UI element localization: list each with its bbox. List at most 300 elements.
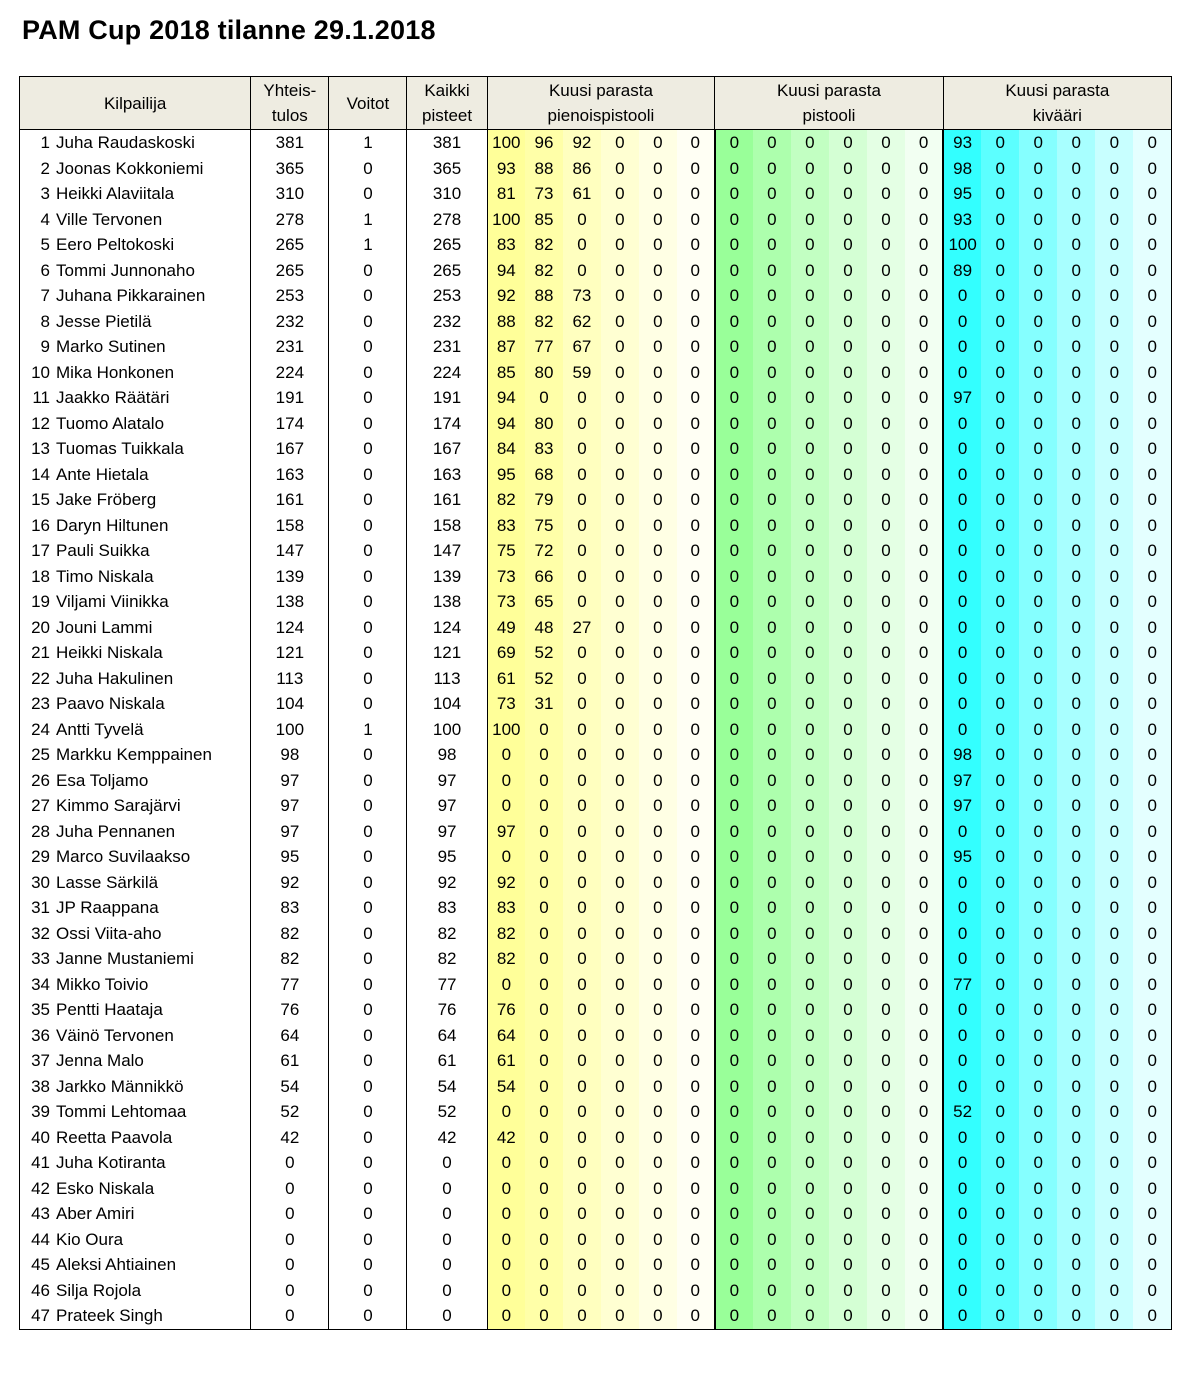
pistooli-score-cell: 0 bbox=[715, 717, 753, 743]
pistooli-score-cell: 0 bbox=[753, 1125, 791, 1151]
kivaari-score-cell: 0 bbox=[1133, 691, 1171, 717]
competitor-name: Pauli Suikka bbox=[56, 541, 150, 560]
pienoispistooli-score-cell: 0 bbox=[601, 283, 639, 309]
wins-cell: 0 bbox=[329, 1099, 407, 1125]
pienoispistooli-score-cell: 88 bbox=[487, 309, 525, 335]
pienoispistooli-score-cell: 0 bbox=[639, 181, 677, 207]
rank: 3 bbox=[40, 184, 50, 203]
kivaari-score-cell: 0 bbox=[1019, 895, 1057, 921]
pistooli-score-cell: 0 bbox=[715, 1278, 753, 1304]
pienoispistooli-score-cell: 82 bbox=[525, 309, 563, 335]
kivaari-score-cell: 0 bbox=[1095, 768, 1133, 794]
competitor-cell bbox=[20, 156, 251, 182]
kivaari-score-cell: 0 bbox=[981, 742, 1019, 768]
pistooli-score-cell: 0 bbox=[905, 1303, 943, 1329]
all-points-cell: 121 bbox=[407, 640, 487, 666]
competitor-name: Janne Mustaniemi bbox=[56, 949, 194, 968]
kivaari-score-cell: 0 bbox=[981, 1048, 1019, 1074]
table-row bbox=[20, 130, 1172, 156]
competitor-cell bbox=[20, 232, 251, 258]
pienoispistooli-score-cell: 0 bbox=[563, 436, 601, 462]
kivaari-score-cell: 0 bbox=[1095, 156, 1133, 182]
pistooli-score-cell: 0 bbox=[791, 921, 829, 947]
pistooli-score-cell: 0 bbox=[867, 870, 905, 896]
total-score-cell: 95 bbox=[251, 844, 329, 870]
pienoispistooli-score-cell: 0 bbox=[601, 742, 639, 768]
rank: 18 bbox=[31, 566, 50, 586]
rank: 17 bbox=[31, 541, 50, 560]
pienoispistooli-score-cell: 0 bbox=[639, 436, 677, 462]
wins-cell: 0 bbox=[329, 640, 407, 666]
pienoispistooli-score-cell: 77 bbox=[525, 334, 563, 360]
rank: 44 bbox=[31, 1229, 50, 1249]
kivaari-score-cell: 0 bbox=[1057, 1201, 1095, 1227]
pistooli-score-cell: 0 bbox=[753, 130, 791, 156]
pistooli-score-cell: 0 bbox=[829, 207, 867, 233]
pienoispistooli-score-cell: 86 bbox=[563, 156, 601, 182]
total-score-cell: 265 bbox=[251, 258, 329, 284]
table-row bbox=[20, 742, 1172, 768]
pienoispistooli-score-cell: 0 bbox=[601, 1023, 639, 1049]
kivaari-score-cell: 0 bbox=[1057, 232, 1095, 258]
competitor-name: Juha Hakulinen bbox=[56, 668, 174, 688]
kivaari-score-cell: 0 bbox=[1057, 1303, 1095, 1329]
pistooli-score-cell: 0 bbox=[715, 691, 753, 717]
table-row bbox=[20, 640, 1172, 666]
pienoispistooli-score-cell: 0 bbox=[563, 895, 601, 921]
kivaari-score-cell: 0 bbox=[1095, 997, 1133, 1023]
pistooli-score-cell: 0 bbox=[905, 156, 943, 182]
kivaari-score-cell: 0 bbox=[943, 411, 981, 437]
pienoispistooli-score-cell: 0 bbox=[487, 844, 525, 870]
kivaari-score-cell: 0 bbox=[943, 513, 981, 539]
kivaari-score-cell: 0 bbox=[943, 921, 981, 947]
kivaari-score-cell: 0 bbox=[1133, 717, 1171, 743]
pienoispistooli-score-cell: 83 bbox=[487, 232, 525, 258]
pienoispistooli-score-cell: 0 bbox=[601, 156, 639, 182]
all-points-cell: 231 bbox=[407, 334, 487, 360]
wins-cell: 0 bbox=[329, 946, 407, 972]
pistooli-score-cell: 0 bbox=[867, 768, 905, 794]
pistooli-score-cell: 0 bbox=[791, 1201, 829, 1227]
pistooli-score-cell: 0 bbox=[753, 1023, 791, 1049]
kivaari-score-cell: 0 bbox=[1019, 436, 1057, 462]
all-points-cell: 52 bbox=[407, 1099, 487, 1125]
competitor-name: Tuomo Alatalo bbox=[56, 413, 165, 433]
rank: 39 bbox=[31, 1102, 50, 1121]
pistooli-score-cell: 0 bbox=[753, 411, 791, 437]
pistooli-score-cell: 0 bbox=[867, 1227, 905, 1253]
kivaari-score-cell: 0 bbox=[943, 997, 981, 1023]
pienoispistooli-score-cell: 0 bbox=[639, 411, 677, 437]
pistooli-score-cell: 0 bbox=[791, 1099, 829, 1125]
competitor-name: Ossi Viita-aho bbox=[56, 923, 162, 943]
wins-cell: 0 bbox=[329, 1023, 407, 1049]
competitor-cell bbox=[20, 360, 251, 386]
wins-cell: 0 bbox=[329, 283, 407, 309]
pienoispistooli-score-cell: 0 bbox=[563, 1201, 601, 1227]
pistooli-score-cell: 0 bbox=[829, 921, 867, 947]
pistooli-score-cell: 0 bbox=[753, 691, 791, 717]
kivaari-score-cell: 0 bbox=[1019, 181, 1057, 207]
pistooli-score-cell: 0 bbox=[905, 1074, 943, 1100]
table-row bbox=[20, 997, 1172, 1023]
wins-cell: 0 bbox=[329, 564, 407, 590]
pienoispistooli-score-cell: 52 bbox=[525, 640, 563, 666]
pienoispistooli-score-cell: 0 bbox=[677, 972, 715, 998]
rank: 25 bbox=[31, 745, 50, 764]
kivaari-score-cell: 0 bbox=[943, 334, 981, 360]
pienoispistooli-score-cell: 92 bbox=[487, 283, 525, 309]
pienoispistooli-score-cell: 0 bbox=[639, 946, 677, 972]
pistooli-score-cell: 0 bbox=[715, 130, 753, 156]
rank: 43 bbox=[31, 1204, 50, 1223]
competitor-cell bbox=[20, 640, 251, 666]
all-points-cell: 253 bbox=[407, 283, 487, 309]
pienoispistooli-score-cell: 0 bbox=[677, 232, 715, 258]
pienoispistooli-score-cell: 0 bbox=[677, 411, 715, 437]
kivaari-score-cell: 0 bbox=[1019, 513, 1057, 539]
pistooli-score-cell: 0 bbox=[791, 385, 829, 411]
pistooli-score-cell: 0 bbox=[829, 436, 867, 462]
pistooli-score-cell: 0 bbox=[715, 283, 753, 309]
pistooli-score-cell: 0 bbox=[867, 1023, 905, 1049]
pistooli-score-cell: 0 bbox=[715, 844, 753, 870]
kivaari-score-cell: 0 bbox=[1095, 283, 1133, 309]
kivaari-score-cell: 0 bbox=[981, 946, 1019, 972]
all-points-cell: 100 bbox=[407, 717, 487, 743]
wins-cell: 0 bbox=[329, 1125, 407, 1151]
pistooli-score-cell: 0 bbox=[905, 309, 943, 335]
kivaari-score-cell: 0 bbox=[1133, 232, 1171, 258]
kivaari-score-cell: 0 bbox=[1095, 819, 1133, 845]
kivaari-score-cell: 0 bbox=[1133, 870, 1171, 896]
table-row bbox=[20, 666, 1172, 692]
pistooli-score-cell: 0 bbox=[905, 513, 943, 539]
kivaari-score-cell: 0 bbox=[1057, 1227, 1095, 1253]
pistooli-score-cell: 0 bbox=[791, 258, 829, 284]
competitor-name: Ville Tervonen bbox=[56, 209, 163, 229]
all-points-cell: 61 bbox=[407, 1048, 487, 1074]
pienoispistooli-score-cell: 0 bbox=[487, 972, 525, 998]
competitor-name: Mika Honkonen bbox=[56, 362, 175, 382]
pienoispistooli-score-cell: 0 bbox=[639, 793, 677, 819]
pienoispistooli-score-cell: 87 bbox=[487, 334, 525, 360]
pistooli-score-cell: 0 bbox=[753, 1227, 791, 1253]
kivaari-score-cell: 0 bbox=[1057, 1125, 1095, 1151]
pistooli-score-cell: 0 bbox=[905, 232, 943, 258]
kivaari-score-cell: 0 bbox=[1019, 1099, 1057, 1125]
pistooli-score-cell: 0 bbox=[715, 1099, 753, 1125]
rank: 28 bbox=[31, 821, 50, 841]
pienoispistooli-score-cell: 0 bbox=[487, 1099, 525, 1125]
pistooli-score-cell: 0 bbox=[867, 385, 905, 411]
pienoispistooli-score-cell: 0 bbox=[639, 819, 677, 845]
pienoispistooli-score-cell: 0 bbox=[639, 997, 677, 1023]
rank: 40 bbox=[31, 1127, 50, 1147]
header-kaikki-pisteet bbox=[407, 77, 487, 130]
all-points-cell: 97 bbox=[407, 793, 487, 819]
kivaari-score-cell: 0 bbox=[1057, 742, 1095, 768]
kivaari-score-cell: 97 bbox=[943, 768, 981, 794]
kivaari-score-cell: 0 bbox=[1019, 1252, 1057, 1278]
kivaari-score-cell: 0 bbox=[1057, 1150, 1095, 1176]
competitor-cell bbox=[20, 487, 251, 513]
pienoispistooli-score-cell: 0 bbox=[677, 793, 715, 819]
pistooli-score-cell: 0 bbox=[715, 1227, 753, 1253]
pienoispistooli-score-cell: 0 bbox=[639, 462, 677, 488]
pistooli-score-cell: 0 bbox=[829, 742, 867, 768]
pistooli-score-cell: 0 bbox=[715, 513, 753, 539]
kivaari-score-cell: 0 bbox=[1095, 309, 1133, 335]
competitor-name: Paavo Niskala bbox=[56, 694, 165, 713]
table-row bbox=[20, 462, 1172, 488]
table-row bbox=[20, 513, 1172, 539]
pienoispistooli-score-cell: 0 bbox=[525, 1201, 563, 1227]
pienoispistooli-score-cell: 0 bbox=[677, 768, 715, 794]
kivaari-score-cell: 0 bbox=[1133, 1048, 1171, 1074]
all-points-cell: 104 bbox=[407, 691, 487, 717]
pienoispistooli-score-cell: 0 bbox=[487, 768, 525, 794]
kivaari-score-cell: 0 bbox=[981, 513, 1019, 539]
pistooli-score-cell: 0 bbox=[867, 181, 905, 207]
kivaari-score-cell: 0 bbox=[981, 462, 1019, 488]
wins-cell: 0 bbox=[329, 156, 407, 182]
wins-cell: 0 bbox=[329, 258, 407, 284]
pistooli-score-cell: 0 bbox=[791, 156, 829, 182]
kivaari-score-cell: 0 bbox=[1133, 334, 1171, 360]
kivaari-score-cell: 77 bbox=[943, 972, 981, 998]
pienoispistooli-score-cell: 0 bbox=[525, 717, 563, 743]
pienoispistooli-score-cell: 0 bbox=[487, 1227, 525, 1253]
kivaari-score-cell: 0 bbox=[1019, 768, 1057, 794]
pienoispistooli-score-cell: 0 bbox=[639, 385, 677, 411]
kivaari-score-cell: 0 bbox=[943, 538, 981, 564]
pienoispistooli-score-cell: 0 bbox=[525, 1074, 563, 1100]
pienoispistooli-score-cell: 62 bbox=[563, 309, 601, 335]
kivaari-score-cell: 0 bbox=[943, 870, 981, 896]
pienoispistooli-score-cell: 0 bbox=[677, 997, 715, 1023]
pistooli-score-cell: 0 bbox=[905, 1023, 943, 1049]
kivaari-score-cell: 0 bbox=[1095, 360, 1133, 386]
table-row bbox=[20, 589, 1172, 615]
pistooli-score-cell: 0 bbox=[791, 462, 829, 488]
table-row bbox=[20, 1048, 1172, 1074]
table-row bbox=[20, 870, 1172, 896]
pienoispistooli-score-cell: 0 bbox=[677, 1150, 715, 1176]
competitor-name: Heikki Alaviitala bbox=[56, 184, 175, 203]
pienoispistooli-score-cell: 0 bbox=[601, 538, 639, 564]
pistooli-score-cell: 0 bbox=[791, 870, 829, 896]
pistooli-score-cell: 0 bbox=[753, 156, 791, 182]
pienoispistooli-score-cell: 0 bbox=[601, 1278, 639, 1304]
rank: 42 bbox=[31, 1178, 50, 1198]
pienoispistooli-score-cell: 0 bbox=[601, 666, 639, 692]
pistooli-score-cell: 0 bbox=[753, 615, 791, 641]
competitor-cell bbox=[20, 895, 251, 921]
all-points-cell: 163 bbox=[407, 462, 487, 488]
pistooli-score-cell: 0 bbox=[753, 309, 791, 335]
wins-cell: 0 bbox=[329, 436, 407, 462]
kivaari-score-cell: 0 bbox=[981, 844, 1019, 870]
pistooli-score-cell: 0 bbox=[829, 283, 867, 309]
competitor-name: Esko Niskala bbox=[56, 1178, 155, 1198]
competitor-cell bbox=[20, 844, 251, 870]
kivaari-score-cell: 0 bbox=[1057, 207, 1095, 233]
kivaari-score-cell: 0 bbox=[981, 691, 1019, 717]
pienoispistooli-score-cell: 66 bbox=[525, 564, 563, 590]
pienoispistooli-score-cell: 0 bbox=[563, 1150, 601, 1176]
kivaari-score-cell: 0 bbox=[1057, 997, 1095, 1023]
pistooli-score-cell: 0 bbox=[867, 462, 905, 488]
kivaari-score-cell: 0 bbox=[1095, 130, 1133, 156]
rank: 32 bbox=[31, 923, 50, 943]
pienoispistooli-score-cell: 67 bbox=[563, 334, 601, 360]
header-kivaari-line1: Kuusi parasta bbox=[1005, 81, 1110, 100]
pienoispistooli-score-cell: 0 bbox=[677, 1303, 715, 1329]
pienoispistooli-score-cell: 0 bbox=[487, 1150, 525, 1176]
pienoispistooli-score-cell: 85 bbox=[525, 207, 563, 233]
table-row bbox=[20, 615, 1172, 641]
pistooli-score-cell: 0 bbox=[753, 589, 791, 615]
header-yhteistulos-line2: tulos bbox=[271, 106, 308, 125]
kivaari-score-cell: 0 bbox=[1057, 1176, 1095, 1202]
pienoispistooli-score-cell: 0 bbox=[601, 844, 639, 870]
kivaari-score-cell: 0 bbox=[1019, 334, 1057, 360]
kivaari-score-cell: 0 bbox=[1133, 1252, 1171, 1278]
pienoispistooli-score-cell: 93 bbox=[487, 156, 525, 182]
pistooli-score-cell: 0 bbox=[905, 1227, 943, 1253]
pienoispistooli-score-cell: 0 bbox=[525, 1252, 563, 1278]
rank: 34 bbox=[31, 974, 50, 994]
competitor-cell bbox=[20, 436, 251, 462]
competitor-name: Mikko Toivio bbox=[56, 974, 149, 994]
pienoispistooli-score-cell: 92 bbox=[487, 870, 525, 896]
pistooli-score-cell: 0 bbox=[867, 1303, 905, 1329]
kivaari-score-cell: 0 bbox=[981, 819, 1019, 845]
pistooli-score-cell: 0 bbox=[753, 360, 791, 386]
wins-cell: 0 bbox=[329, 844, 407, 870]
competitor-name: Jake Fröberg bbox=[56, 490, 157, 509]
pistooli-score-cell: 0 bbox=[715, 385, 753, 411]
pistooli-score-cell: 0 bbox=[829, 181, 867, 207]
kivaari-score-cell: 0 bbox=[981, 1023, 1019, 1049]
pistooli-score-cell: 0 bbox=[829, 1278, 867, 1304]
pistooli-score-cell: 0 bbox=[791, 513, 829, 539]
pienoispistooli-score-cell: 0 bbox=[563, 385, 601, 411]
pistooli-score-cell: 0 bbox=[791, 819, 829, 845]
pistooli-score-cell: 0 bbox=[905, 130, 943, 156]
pistooli-score-cell: 0 bbox=[791, 1023, 829, 1049]
header-pienoispistooli bbox=[487, 77, 715, 130]
all-points-cell: 124 bbox=[407, 615, 487, 641]
pistooli-score-cell: 0 bbox=[753, 334, 791, 360]
competitor-cell bbox=[20, 1176, 251, 1202]
kivaari-score-cell: 0 bbox=[1019, 972, 1057, 998]
kivaari-score-cell: 0 bbox=[1019, 1278, 1057, 1304]
pistooli-score-cell: 0 bbox=[905, 819, 943, 845]
kivaari-score-cell: 0 bbox=[1095, 691, 1133, 717]
pienoispistooli-score-cell: 0 bbox=[525, 1125, 563, 1151]
rank: 14 bbox=[31, 464, 50, 484]
kivaari-score-cell: 0 bbox=[981, 207, 1019, 233]
table-row bbox=[20, 334, 1172, 360]
kivaari-score-cell: 0 bbox=[1095, 1150, 1133, 1176]
header-kilpailija: Kilpailija bbox=[20, 77, 251, 130]
kivaari-score-cell: 97 bbox=[943, 793, 981, 819]
pistooli-score-cell: 0 bbox=[829, 870, 867, 896]
kivaari-score-cell: 95 bbox=[943, 844, 981, 870]
all-points-cell: 0 bbox=[407, 1176, 487, 1202]
rank: 38 bbox=[31, 1076, 50, 1096]
total-score-cell: 231 bbox=[251, 334, 329, 360]
total-score-cell: 167 bbox=[251, 436, 329, 462]
pienoispistooli-score-cell: 94 bbox=[487, 411, 525, 437]
pistooli-score-cell: 0 bbox=[867, 1125, 905, 1151]
kivaari-score-cell: 0 bbox=[1095, 589, 1133, 615]
kivaari-score-cell: 0 bbox=[981, 232, 1019, 258]
header-kivaari bbox=[943, 77, 1171, 130]
pienoispistooli-score-cell: 61 bbox=[487, 666, 525, 692]
kivaari-score-cell: 0 bbox=[981, 1252, 1019, 1278]
all-points-cell: 98 bbox=[407, 742, 487, 768]
pienoispistooli-score-cell: 97 bbox=[487, 819, 525, 845]
pienoispistooli-score-cell: 0 bbox=[563, 666, 601, 692]
kivaari-score-cell: 0 bbox=[1019, 1303, 1057, 1329]
pistooli-score-cell: 0 bbox=[791, 360, 829, 386]
pistooli-score-cell: 0 bbox=[753, 258, 791, 284]
pienoispistooli-score-cell: 0 bbox=[677, 946, 715, 972]
pistooli-score-cell: 0 bbox=[905, 283, 943, 309]
pistooli-score-cell: 0 bbox=[791, 564, 829, 590]
wins-cell: 0 bbox=[329, 360, 407, 386]
pienoispistooli-score-cell: 0 bbox=[677, 538, 715, 564]
total-score-cell: 77 bbox=[251, 972, 329, 998]
pistooli-score-cell: 0 bbox=[753, 819, 791, 845]
kivaari-score-cell: 0 bbox=[1019, 844, 1057, 870]
pistooli-score-cell: 0 bbox=[753, 946, 791, 972]
kivaari-score-cell: 0 bbox=[1095, 844, 1133, 870]
pistooli-score-cell: 0 bbox=[867, 1201, 905, 1227]
competitor-name: Aber Amiri bbox=[56, 1204, 135, 1223]
pistooli-score-cell: 0 bbox=[905, 666, 943, 692]
kivaari-score-cell: 0 bbox=[1133, 283, 1171, 309]
pienoispistooli-score-cell: 0 bbox=[639, 130, 677, 156]
pistooli-score-cell: 0 bbox=[791, 538, 829, 564]
kivaari-score-cell: 0 bbox=[1057, 717, 1095, 743]
kivaari-score-cell: 0 bbox=[1057, 258, 1095, 284]
kivaari-score-cell: 0 bbox=[981, 972, 1019, 998]
kivaari-score-cell: 0 bbox=[1133, 1099, 1171, 1125]
total-score-cell: 0 bbox=[251, 1252, 329, 1278]
pienoispistooli-score-cell: 0 bbox=[677, 1201, 715, 1227]
competitor-name: Tommi Lehtomaa bbox=[56, 1102, 187, 1121]
pienoispistooli-score-cell: 0 bbox=[677, 156, 715, 182]
pienoispistooli-score-cell: 0 bbox=[525, 793, 563, 819]
all-points-cell: 64 bbox=[407, 1023, 487, 1049]
table-row bbox=[20, 1125, 1172, 1151]
pienoispistooli-score-cell: 82 bbox=[487, 921, 525, 947]
pienoispistooli-score-cell: 0 bbox=[677, 742, 715, 768]
wins-cell: 0 bbox=[329, 972, 407, 998]
pienoispistooli-score-cell: 0 bbox=[601, 130, 639, 156]
kivaari-score-cell: 0 bbox=[1133, 742, 1171, 768]
kivaari-score-cell: 0 bbox=[981, 1227, 1019, 1253]
competitor-name: Jaakko Räätäri bbox=[56, 388, 170, 407]
kivaari-score-cell: 0 bbox=[981, 538, 1019, 564]
pistooli-score-cell: 0 bbox=[829, 615, 867, 641]
pistooli-score-cell: 0 bbox=[867, 232, 905, 258]
